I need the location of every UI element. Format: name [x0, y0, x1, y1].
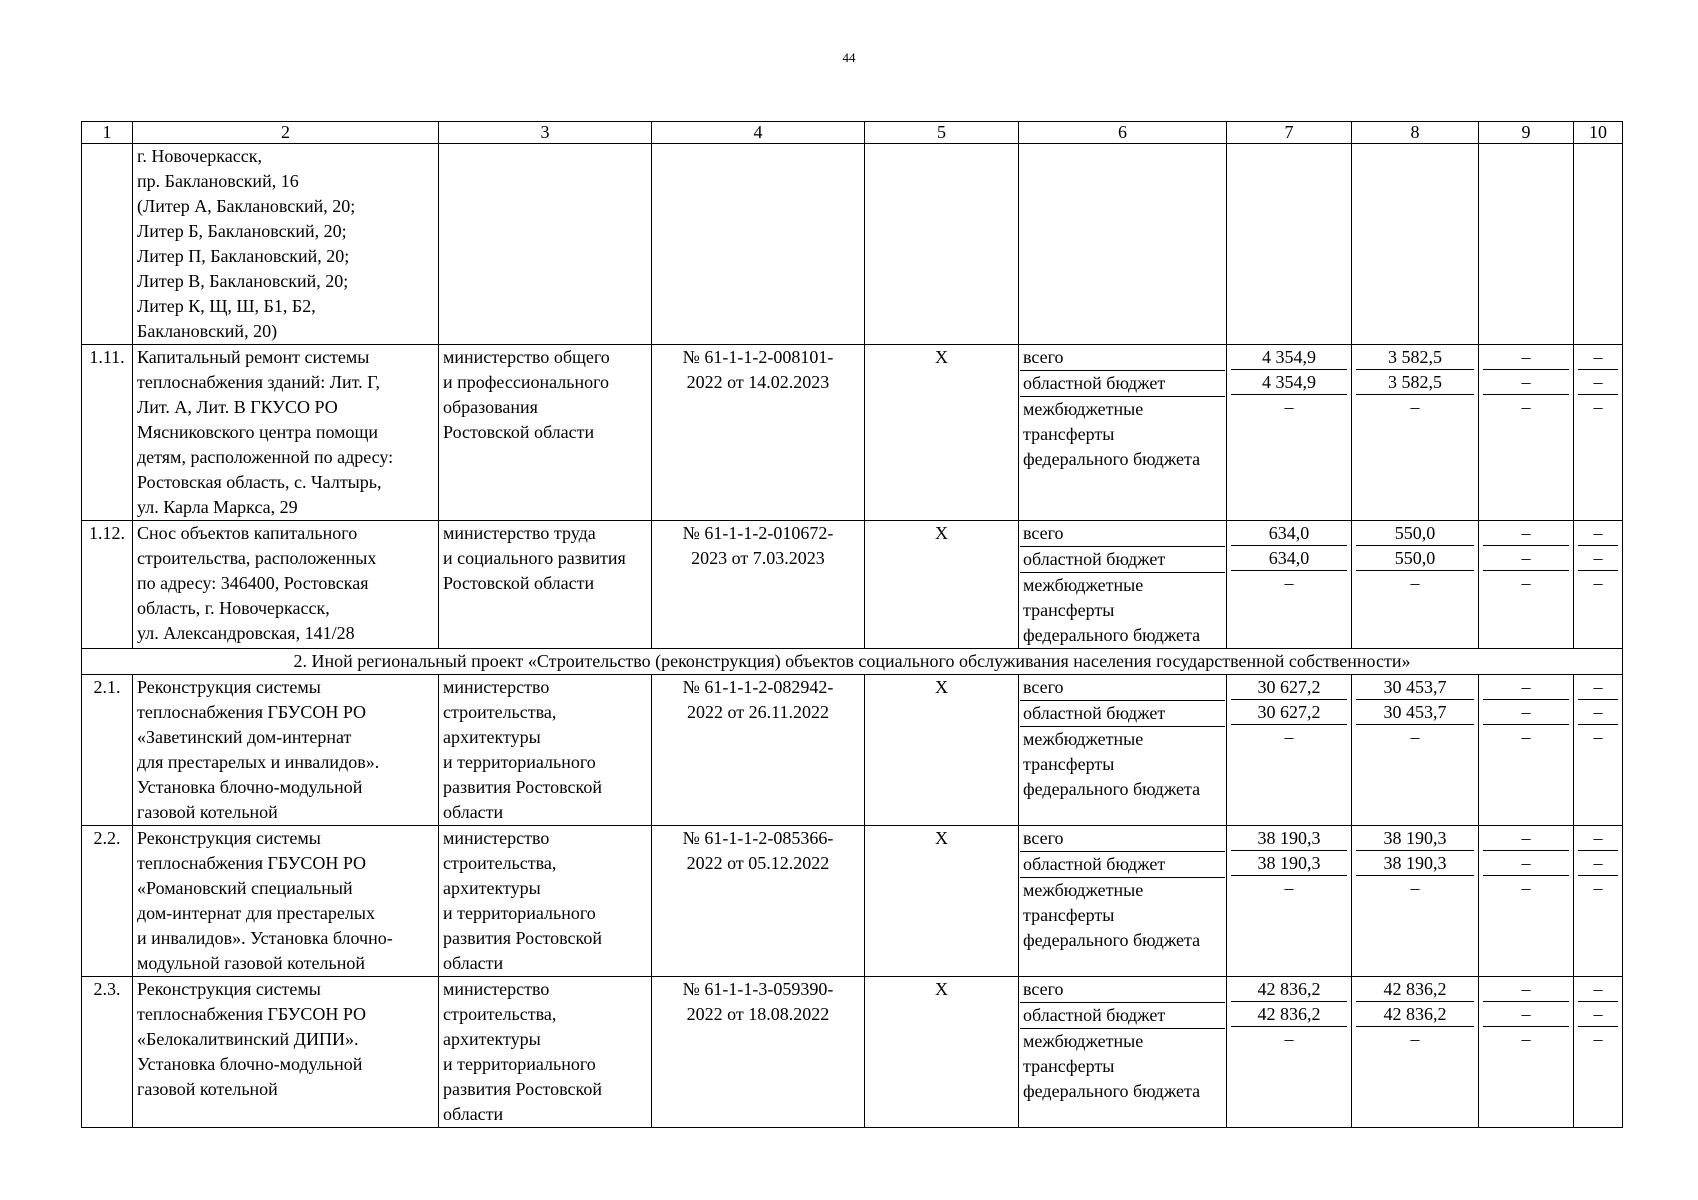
program-table: [81, 121, 1623, 1128]
amount-value: –: [1521, 1029, 1531, 1049]
amount-value: 3 582,5: [1356, 345, 1474, 370]
amount-value: –: [1521, 727, 1531, 747]
amount-value: –: [1483, 521, 1569, 546]
amount-c9: [1479, 826, 1574, 977]
funding-source-2: межбюджетные трансферты федерального бюджета: [1023, 1031, 1201, 1101]
x-mark: Х: [865, 675, 1019, 826]
amount-c10: [1574, 826, 1623, 977]
funding-source-1: областной бюджет: [1020, 701, 1225, 727]
amount-value: –: [1578, 1002, 1618, 1027]
amount-value: 38 190,3: [1231, 851, 1347, 876]
funding-source-0: всего: [1020, 675, 1225, 701]
amount-value: –: [1284, 573, 1294, 593]
col-header-4: 4: [652, 122, 865, 144]
funding-source-0: всего: [1020, 977, 1225, 1003]
amount-value: –: [1483, 546, 1569, 571]
amount-c7: [1227, 977, 1352, 1128]
row-number: 1.12.: [82, 521, 133, 649]
col-header-9: 9: [1479, 122, 1574, 144]
amount-value: 30 627,2: [1231, 700, 1347, 725]
amount-value: 30 453,7: [1356, 700, 1474, 725]
amount-value: –: [1410, 573, 1420, 593]
amount-value: –: [1284, 727, 1294, 747]
section-title: 2. Иной региональный проект «Строительство (реконструкция) объектов социального обслуживания населения государственной собственности»: [82, 649, 1623, 675]
expertise-doc: № 61-1-1-3-059390- 2022 от 18.08.2022: [652, 977, 865, 1128]
amount-value: –: [1483, 977, 1569, 1002]
x-mark: Х: [865, 826, 1019, 977]
amount-value: 42 836,2: [1231, 977, 1347, 1002]
x-mark: Х: [865, 521, 1019, 649]
amount-value: –: [1578, 675, 1618, 700]
funding-sources: [1019, 675, 1227, 826]
amount-value: –: [1593, 397, 1603, 417]
amount-value: –: [1593, 1029, 1603, 1049]
amount-value: –: [1578, 370, 1618, 395]
amount-value: –: [1578, 546, 1618, 571]
amount-value: –: [1410, 397, 1420, 417]
funding-sources: [1019, 826, 1227, 977]
funding-source-0: всего: [1020, 345, 1225, 371]
row-number: 2.2.: [82, 826, 133, 977]
amount-value: –: [1578, 977, 1618, 1002]
funding-source-2: межбюджетные трансферты федерального бюджета: [1023, 880, 1201, 950]
amount-value: 30 627,2: [1231, 675, 1347, 700]
funding-source-0: всего: [1020, 826, 1225, 852]
amount-value: –: [1578, 345, 1618, 370]
amount-c9: [1479, 345, 1574, 521]
funding-source-2: межбюджетные трансферты федерального бюджета: [1023, 575, 1201, 645]
amount-value: 550,0: [1356, 521, 1474, 546]
funding-sources: [1019, 521, 1227, 649]
col-header-2: 2: [133, 122, 439, 144]
funding-source-1: областной бюджет: [1020, 547, 1225, 573]
x-mark: Х: [865, 977, 1019, 1128]
amount-value: –: [1593, 573, 1603, 593]
page-number: 44: [842, 50, 856, 65]
col-header-3: 3: [439, 122, 652, 144]
expertise-doc: № 61-1-1-2-082942- 2022 от 26.11.2022: [652, 675, 865, 826]
col-header-7: 7: [1227, 122, 1352, 144]
amount-value: –: [1284, 397, 1294, 417]
amount-value: –: [1578, 521, 1618, 546]
amount-c7: [1227, 675, 1352, 826]
expertise-doc: № 61-1-1-2-008101- 2022 от 14.02.2023: [652, 345, 865, 521]
amount-value: –: [1593, 878, 1603, 898]
amount-c9: [1479, 675, 1574, 826]
amount-value: 38 190,3: [1356, 826, 1474, 851]
amount-value: –: [1410, 727, 1420, 747]
row-number: 2.3.: [82, 977, 133, 1128]
amount-value: –: [1483, 370, 1569, 395]
amount-c10: [1574, 977, 1623, 1128]
amount-value: 3 582,5: [1356, 370, 1474, 395]
col-header-5: 5: [865, 122, 1019, 144]
row-number: 1.11.: [82, 345, 133, 521]
funding-source-2: межбюджетные трансферты федерального бюджета: [1023, 399, 1201, 469]
col-header-1: 1: [82, 122, 133, 144]
section-row: [82, 649, 1623, 675]
amount-value: –: [1410, 1029, 1420, 1049]
amount-value: –: [1578, 851, 1618, 876]
amount-value: –: [1284, 1029, 1294, 1049]
amount-value: –: [1593, 727, 1603, 747]
amount-value: –: [1521, 397, 1531, 417]
amount-value: 634,0: [1231, 521, 1347, 546]
funding-source-1: областной бюджет: [1020, 852, 1225, 878]
amount-c10: [1574, 675, 1623, 826]
amount-value: 38 190,3: [1231, 826, 1347, 851]
row-number: 2.1.: [82, 675, 133, 826]
amount-value: –: [1521, 878, 1531, 898]
table-row: [82, 826, 1623, 977]
amount-value: –: [1483, 345, 1569, 370]
amount-value: 4 354,9: [1231, 345, 1347, 370]
table-row: [82, 675, 1623, 826]
amount-value: –: [1284, 878, 1294, 898]
amount-value: –: [1578, 700, 1618, 725]
col-header-8: 8: [1352, 122, 1479, 144]
amount-value: –: [1483, 700, 1569, 725]
amount-value: –: [1578, 826, 1618, 851]
table-row: [82, 521, 1623, 649]
expertise-doc: № 61-1-1-2-085366- 2022 от 05.12.2022: [652, 826, 865, 977]
object-name: Капитальный ремонт системы теплоснабжения зданий: Лит. Г, Лит. А, Лит. В ГКУСО РО Мясниковского центра помощи детям, расположенной по адресу: Ростовская область, с. Чалтырь, ул. Карла Маркса, 29: [133, 345, 439, 521]
amount-value: 550,0: [1356, 546, 1474, 571]
amount-value: –: [1483, 675, 1569, 700]
x-mark: Х: [865, 345, 1019, 521]
funding-source-1: областной бюджет: [1020, 371, 1225, 397]
funding-source-1: областной бюджет: [1020, 1003, 1225, 1029]
funding-sources: [1019, 345, 1227, 521]
table-row: [82, 345, 1623, 521]
expertise-doc: № 61-1-1-2-010672- 2023 от 7.03.2023: [652, 521, 865, 649]
amount-c9: [1479, 977, 1574, 1128]
object-name: Снос объектов капитального строительства, расположенных по адресу: 346400, Ростовская область, г. Новочеркасск, ул. Александровская, 141/28: [133, 521, 439, 649]
funding-source-0: всего: [1020, 521, 1225, 547]
amount-c7: [1227, 345, 1352, 521]
amount-c8: [1352, 521, 1479, 649]
object-name: Реконструкция системы теплоснабжения ГБУСОН РО «Белокалитвинский ДИПИ». Установка блочно-модульной газовой котельной: [133, 977, 439, 1128]
responsible-ministry: министерство общего и профессионального образования Ростовской области: [439, 345, 652, 521]
amount-value: 42 836,2: [1356, 977, 1474, 1002]
header-row: [82, 122, 1623, 144]
amount-value: 42 836,2: [1231, 1002, 1347, 1027]
amount-c9: [1479, 521, 1574, 649]
amount-c8: [1352, 675, 1479, 826]
amount-value: 30 453,7: [1356, 675, 1474, 700]
object-name: Реконструкция системы теплоснабжения ГБУСОН РО «Романовский специальный дом-интернат для престарелых и инвалидов». Установка блочно- модульной газовой котельной: [133, 826, 439, 977]
funding-sources: [1019, 977, 1227, 1128]
responsible-ministry: министерство труда и социального развития Ростовской области: [439, 521, 652, 649]
amount-value: 38 190,3: [1356, 851, 1474, 876]
responsible-ministry: министерство строительства, архитектуры и территориального развития Ростовской области: [439, 826, 652, 977]
amount-c8: [1352, 345, 1479, 521]
amount-value: –: [1521, 573, 1531, 593]
amount-c10: [1574, 521, 1623, 649]
col-header-10: 10: [1574, 122, 1623, 144]
table-row: [82, 977, 1623, 1128]
responsible-ministry: министерство строительства, архитектуры и территориального развития Ростовской области: [439, 675, 652, 826]
amount-value: –: [1483, 826, 1569, 851]
continuation-row: [82, 144, 1623, 345]
amount-c7: [1227, 521, 1352, 649]
object-address: г. Новочеркасск, пр. Баклановский, 16 (Литер А, Баклановский, 20; Литер Б, Баклановский, 20; Литер П, Баклановский, 20; Литер В, Баклановский, 20; Литер К, Щ, Ш, Б1, Б2, Баклановский, 20): [133, 144, 439, 345]
amount-value: –: [1410, 878, 1420, 898]
object-name: Реконструкция системы теплоснабжения ГБУСОН РО «Заветинский дом-интернат для престарелых и инвалидов». Установка блочно-модульной газовой котельной: [133, 675, 439, 826]
amount-value: 42 836,2: [1356, 1002, 1474, 1027]
amount-value: –: [1483, 851, 1569, 876]
amount-value: 634,0: [1231, 546, 1347, 571]
funding-source-2: межбюджетные трансферты федерального бюджета: [1023, 729, 1201, 799]
amount-c8: [1352, 977, 1479, 1128]
amount-c10: [1574, 345, 1623, 521]
amount-c8: [1352, 826, 1479, 977]
amount-value: –: [1483, 1002, 1569, 1027]
responsible-ministry: министерство строительства, архитектуры и территориального развития Ростовской области: [439, 977, 652, 1128]
amount-value: 4 354,9: [1231, 370, 1347, 395]
amount-c7: [1227, 826, 1352, 977]
col-header-6: 6: [1019, 122, 1227, 144]
